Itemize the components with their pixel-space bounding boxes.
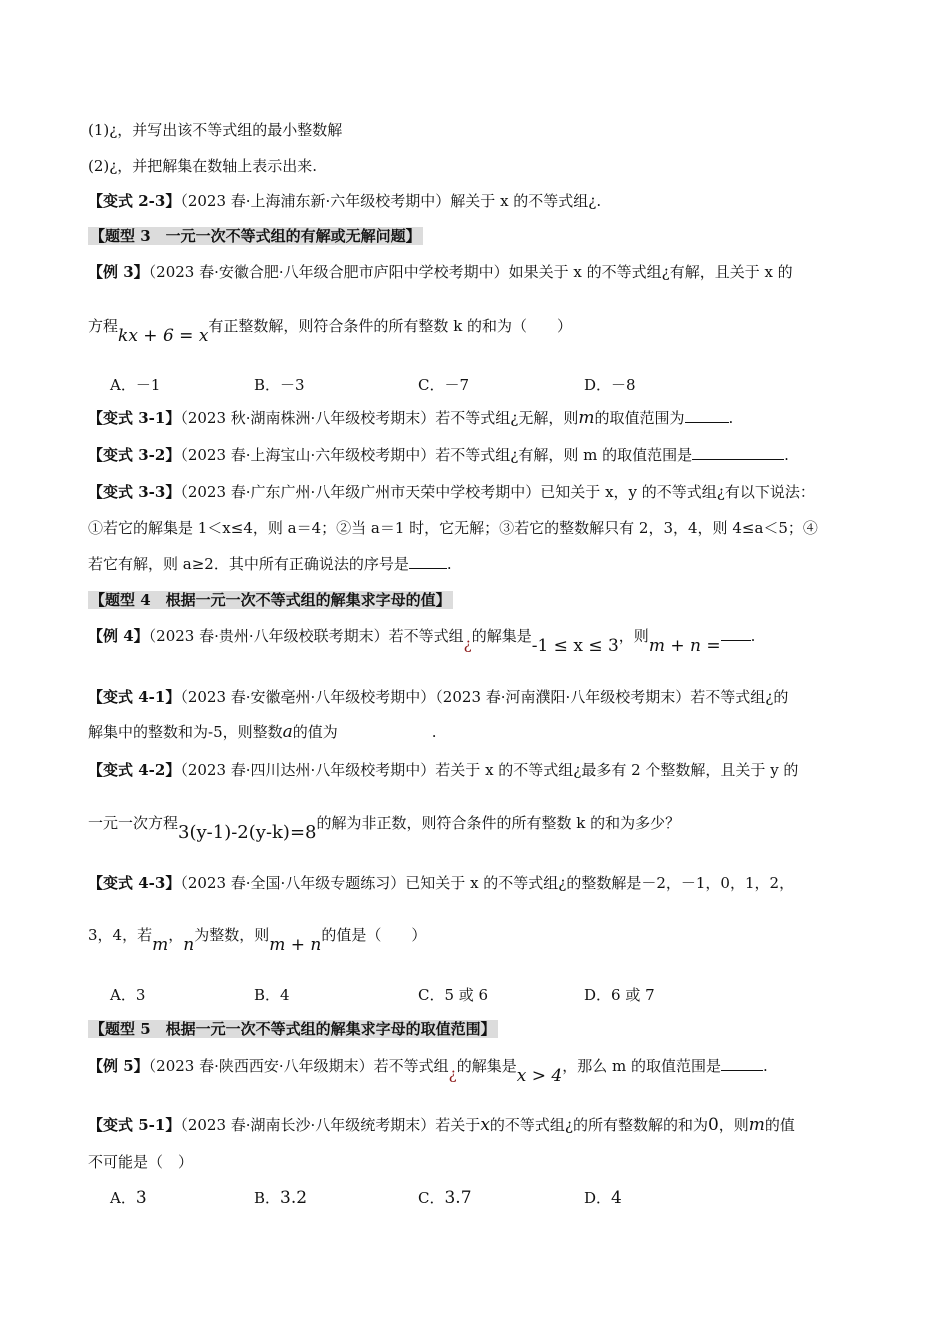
variant-5-1-zero: 0 <box>707 1115 719 1135</box>
variant-5-1-option-d <box>584 1188 622 1208</box>
example-3-option-a: A．－1 <box>110 376 161 394</box>
example-3-line-1 <box>88 262 793 282</box>
variant-3-3-end: . <box>446 555 452 573</box>
option-value: 3.7 <box>444 1188 472 1208</box>
variant-3-3-text-2: ①若它的解集是 1＜x≤4，则 a＝4；②当 a＝1 时，它无解；③若它的整数解只有 2，3，4，则 4≤a＜5；④ <box>88 519 818 537</box>
example-4-math-2: m + n = <box>648 636 721 656</box>
example-4 <box>88 626 756 656</box>
variant-4-1-end: . <box>431 723 437 741</box>
variant-3-1 <box>88 408 733 428</box>
item-2-text: (2)¿，并把解集在数轴上表示出来. <box>88 157 318 175</box>
variant-3-2-end: . <box>784 446 789 464</box>
variant-3-3-text-3: 若它有解，则 a≥2．其中所有正确说法的序号是 <box>88 555 409 573</box>
example-3-option-c: C．－7 <box>418 376 470 394</box>
option-value: 3.2 <box>280 1188 308 1208</box>
variant-5-1-option-a <box>110 1188 147 1208</box>
answer-blank <box>721 626 751 641</box>
variant-4-3-option-b: B．4 <box>254 986 290 1004</box>
option-letter: B． <box>254 1189 281 1207</box>
option-value: 4 <box>611 1188 622 1208</box>
variant-3-2 <box>88 445 789 465</box>
example-4-end: . <box>750 627 756 645</box>
variant-3-2-text: （2023 春·上海宝山·六年级校考期中）若不等式组¿有解，则 m 的取值范围是 <box>180 446 693 464</box>
example-4-tag: 【例 4】 <box>88 627 149 645</box>
variant-4-1-line-2 <box>88 722 437 742</box>
item-2-line <box>88 156 317 176</box>
variant-4-3-n: n <box>183 935 195 955</box>
option-letter: C． <box>418 1189 445 1207</box>
variant-4-3-tag: 【变式 4-3】 <box>88 874 181 892</box>
example-5 <box>88 1056 768 1086</box>
variant-3-1-text-b: 的取值范围为 <box>594 409 685 427</box>
variant-3-1-m: m <box>578 408 595 428</box>
variant-5-1-x: x <box>480 1115 490 1135</box>
example-4-text-3: ，则 <box>618 627 649 645</box>
variant-3-3-line-1 <box>88 482 815 502</box>
example-5-placeholder: ¿ <box>448 1065 457 1083</box>
variant-4-3-math: m + n <box>269 935 322 955</box>
variant-3-3-tag: 【变式 3-3】 <box>88 483 181 501</box>
variant-4-3-text: （2023 春·全国·八年级专题练习）已知关于 x 的不等式组¿的整数解是－2，－1，0，1，2， <box>180 874 795 892</box>
variant-5-1-line-2 <box>88 1152 193 1172</box>
example-4-text-2: 的解集是 <box>471 627 532 645</box>
variant-5-1-text-b: 的不等式组¿的所有整数解的和为 <box>489 1116 708 1134</box>
item-1-text: (1)¿，并写出该不等式组的最小整数解 <box>88 121 343 139</box>
variant-4-2-line-2 <box>88 813 681 843</box>
variant-2-3 <box>88 191 601 211</box>
type-5-header-text: 【题型 5 根据一元一次不等式组的解集求字母的取值范围】 <box>90 1020 496 1038</box>
type-4-header <box>88 590 453 610</box>
variant-3-2-tag: 【变式 3-2】 <box>88 446 181 464</box>
variant-3-1-text-a: （2023 秋·湖南株洲·八年级校考期末）若不等式组¿无解，则 <box>180 409 579 427</box>
variant-4-3-comma: ， <box>168 926 184 944</box>
variant-5-1-text-c: ，则 <box>718 1116 749 1134</box>
variant-4-2-text-2a: 一元一次方程 <box>88 814 179 832</box>
variant-2-3-text: （2023 春·上海浦东新·六年级校考期中）解关于 x 的不等式组¿. <box>180 192 602 210</box>
variant-4-1-text: （2023 春·安徽亳州·八年级校考期中）（2023 春·河南濮阳·八年级校考期末）若不等式组¿的 <box>180 688 789 706</box>
example-5-text-3: ，那么 m 的取值范围是 <box>562 1057 721 1075</box>
example-4-math-1: -1 ≤ x ≤ 3 <box>531 636 619 656</box>
option-value: 3 <box>135 1188 147 1208</box>
variant-3-3-text: （2023 春·广东广州·八年级广州市天荣中学校考期中）已知关于 x，y 的不等式组¿有以下说法： <box>180 483 815 501</box>
type-3-header-text: 【题型 3 一元一次不等式组的有解或无解问题】 <box>90 227 421 245</box>
variant-4-1-text-2a: 解集中的整数和为-5，则整数 <box>88 723 283 741</box>
variant-4-3-option-a: A．3 <box>110 986 146 1004</box>
variant-4-3-m: m <box>152 935 169 955</box>
variant-5-1-option-c <box>418 1188 472 1208</box>
variant-3-1-tag: 【变式 3-1】 <box>88 409 181 427</box>
variant-4-1-line-1 <box>88 687 788 707</box>
example-5-math: x > 4 <box>516 1066 563 1086</box>
variant-4-2-text: （2023 春·四川达州·八年级校考期中）若关于 x 的不等式组¿最多有 2 个整数解，且关于 y 的 <box>180 761 799 779</box>
example-3-text-2b: 有正整数解，则符合条件的所有整数 k 的和为（ ） <box>208 317 573 335</box>
variant-4-1-tag: 【变式 4-1】 <box>88 688 181 706</box>
variant-5-1-m: m <box>748 1115 765 1135</box>
example-3-text: （2023 春·安徽合肥·八年级合肥市庐阳中学校考期中）如果关于 x 的不等式组¿有解，且关于 x 的 <box>148 263 793 281</box>
variant-4-2-text-2b: 的解为非正数，则符合条件的所有整数 k 的和为多少？ <box>316 814 681 832</box>
variant-4-3-text-2a: 3，4，若 <box>88 926 153 944</box>
variant-4-3-line-2 <box>88 925 427 955</box>
type-3-header <box>88 226 423 246</box>
answer-blank <box>409 554 447 569</box>
variant-2-3-tag: 【变式 2-3】 <box>88 192 181 210</box>
example-5-end: . <box>762 1057 768 1075</box>
variant-3-3-line-2 <box>88 518 818 538</box>
type-5-header <box>88 1019 498 1039</box>
example-3-option-d: D．－8 <box>584 376 636 394</box>
variant-5-1-tag: 【变式 5-1】 <box>88 1116 181 1134</box>
variant-3-1-end: . <box>728 409 734 427</box>
example-5-tag: 【例 5】 <box>88 1057 149 1075</box>
variant-4-2-equation: 3(y-1)-2(y-k)=8 <box>178 822 317 843</box>
example-3-tag: 【例 3】 <box>88 263 149 281</box>
option-letter: D． <box>584 1189 612 1207</box>
example-3-equation: kx + 6 = x <box>118 326 209 346</box>
variant-4-3-line-1 <box>88 873 794 893</box>
variant-4-1-text-2b: 的值为 <box>292 723 338 741</box>
variant-4-3-option-d: D．6 或 7 <box>584 986 655 1004</box>
item-1-line <box>88 120 342 140</box>
example-3-option-b: B．－3 <box>254 376 305 394</box>
variant-4-2-tag: 【变式 4-2】 <box>88 761 181 779</box>
variant-4-1-a: a <box>282 722 293 742</box>
example-3-text-2a: 方程 <box>88 317 119 335</box>
variant-5-1-option-b <box>254 1188 307 1208</box>
variant-4-3-text-2c: 的值是（ ） <box>321 926 427 944</box>
variant-5-1-text-2: 不可能是（ ） <box>88 1153 194 1171</box>
option-letter: A． <box>110 1189 136 1207</box>
variant-4-3-option-c: C．5 或 6 <box>418 986 489 1004</box>
variant-3-3-line-3 <box>88 554 452 574</box>
example-3-line-2 <box>88 316 573 346</box>
example-5-text: （2023 春·陕西西安·八年级期末）若不等式组 <box>148 1057 449 1075</box>
variant-5-1-text-a: （2023 春·湖南长沙·八年级统考期末）若关于 <box>180 1116 481 1134</box>
answer-blank <box>692 445 784 460</box>
type-4-header-text: 【题型 4 根据一元一次不等式组的解集求字母的值】 <box>90 591 451 609</box>
variant-4-3-text-2b: 为整数，则 <box>194 926 270 944</box>
answer-blank <box>721 1056 763 1071</box>
example-4-text: （2023 春·贵州·八年级校联考期末）若不等式组 <box>148 627 464 645</box>
variant-4-2-line-1 <box>88 760 798 780</box>
variant-5-1-text-d: 的值 <box>764 1116 795 1134</box>
variant-5-1-line-1 <box>88 1115 795 1135</box>
answer-blank <box>685 408 729 423</box>
example-4-placeholder: ¿ <box>463 635 472 653</box>
example-5-text-2: 的解集是 <box>456 1057 517 1075</box>
